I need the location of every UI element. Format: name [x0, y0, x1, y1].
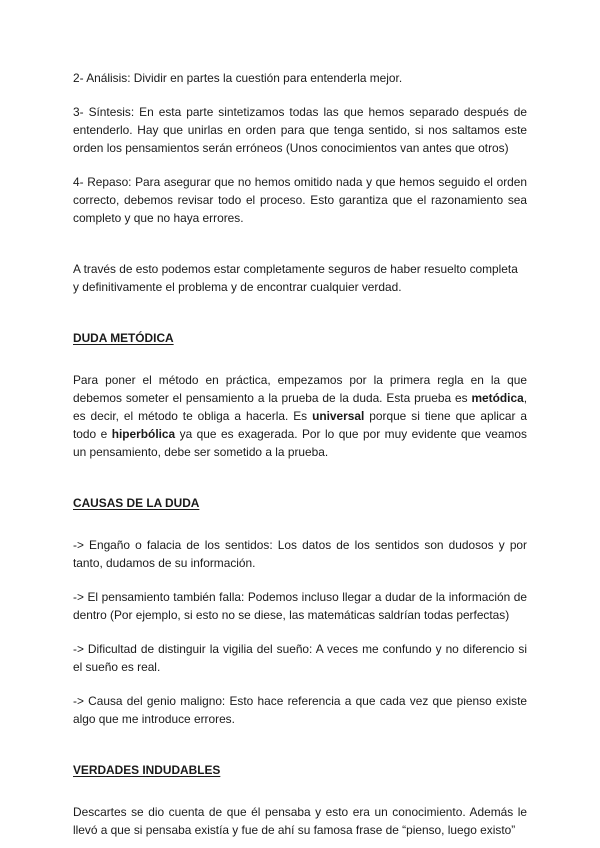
duda-metodica-paragraph — [73, 371, 527, 461]
step-sintesis: 3- Síntesis: En esta parte sintetizamos todas las que hemos separado después de entenderlo. Hay que unirlas en orden para que tenga sentido, si nos saltamos este orden los pensamientos serán erróneos (Unos conocimientos van antes que otros) — [73, 105, 527, 155]
causa-item: -> El pensamiento también falla: Podemos incluso llegar a dudar de la información de dentro (Por ejemplo, si esto no se diese, las matemáticas saldrían todas perfectas) — [73, 590, 527, 622]
step-repaso: 4- Repaso: Para asegurar que no hemos omitido nada y que hemos seguido el orden correcto, debemos revisar todo el proceso. Esto garantiza que el razonamiento sea completo y que no haya errores. — [73, 175, 527, 225]
duda-text-3: porque si tiene que aplicar a todo e — [73, 409, 527, 441]
causa-item: -> Engaño o falacia de los sentidos: Los datos de los sentidos son dudosos y por tanto, dudamos de su información. — [73, 538, 527, 570]
summary-paragraph: A través de esto podemos estar completamente seguros de haber resuelto completa y definitivamente el problema y de encontrar cualquier verdad. — [73, 262, 518, 294]
duda-text-4: ya que es exagerada. Por lo que por muy evidente que veamos un pensamiento, debe ser sometido a la prueba. — [73, 427, 527, 459]
verdades-paragraph: Descartes se dio cuenta de que él pensaba y esto era un conocimiento. Además le llevó a que si pensaba existía y fue de ahí su famosa frase de “pienso, luego existo” — [73, 805, 527, 837]
heading-duda-metodica: DUDA METÓDICA — [73, 331, 174, 345]
causa-item: -> Causa del genio maligno: Esto hace referencia a que cada vez que pienso existe algo que me introduce errores. — [73, 694, 527, 726]
duda-text-2: , es decir, el método te obliga a hacerla. Es — [73, 391, 527, 423]
heading-causas-duda: CAUSAS DE LA DUDA — [73, 496, 200, 510]
heading-verdades-indudables: VERDADES INDUDABLES — [73, 763, 221, 777]
step-analisis: 2- Análisis: Dividir en partes la cuestión para entenderla mejor. — [73, 71, 403, 85]
causa-item: -> Dificultad de distinguir la vigilia del sueño: A veces me confundo y no diferencio si el sueño es real. — [73, 642, 527, 674]
duda-bold-universal: universal — [312, 409, 365, 423]
document-page — [73, 69, 527, 839]
duda-text-1: Para poner el método en práctica, empezamos por la primera regla en la que debemos someter el pensamiento a la prueba de la duda. Esta prueba es — [73, 373, 527, 405]
duda-bold-hiperbolica: hiperbólica — [111, 427, 176, 441]
duda-bold-metodica: metódica — [471, 391, 524, 405]
